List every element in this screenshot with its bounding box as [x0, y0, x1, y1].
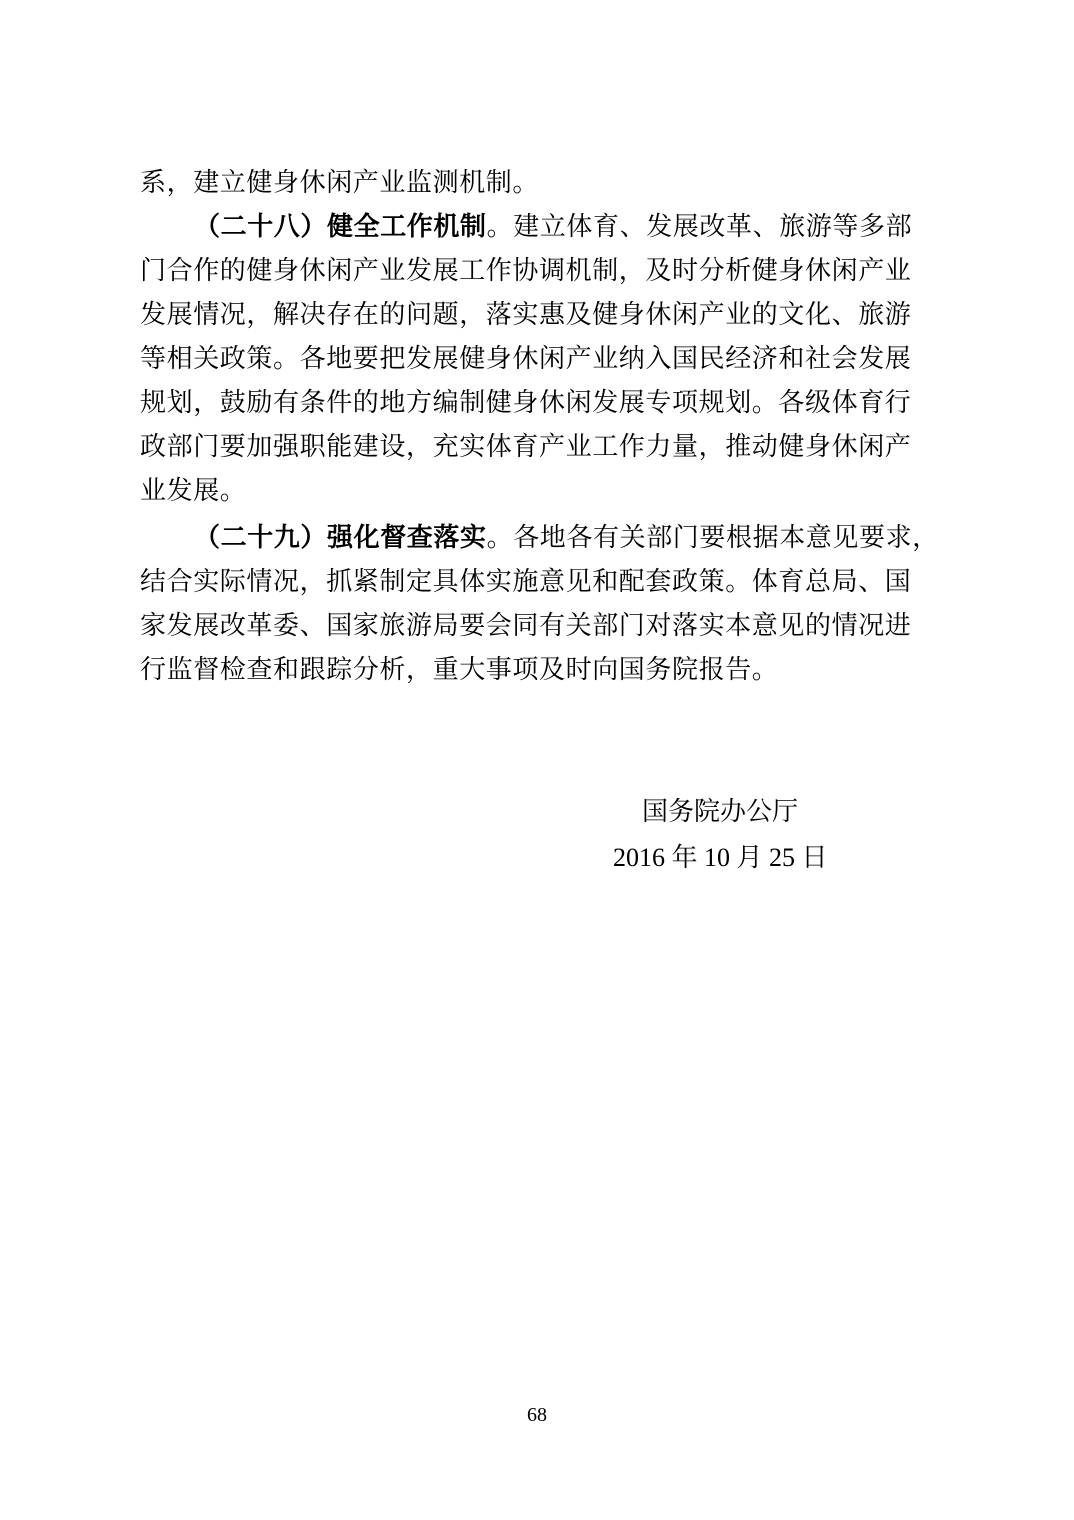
issue-date: 2016 年 10 月 25 日	[613, 843, 828, 872]
line-text: 系，建立健身休闲产业监测机制。	[140, 168, 540, 198]
body-line	[140, 471, 940, 511]
section-heading-28: （二十八）健全工作机制	[194, 212, 487, 242]
body-line	[140, 650, 940, 690]
body-line	[140, 295, 940, 335]
line-text: 。建立体育、发展改革、旅游等多部	[486, 212, 913, 242]
body-line	[140, 251, 940, 291]
line-text: 等相关政策。各地要把发展健身休闲产业纳入国民经济和社会发展	[140, 344, 912, 374]
line-text: 规划，鼓励有条件的地方编制健身休闲发展专项规划。各级体育行	[140, 388, 912, 418]
body-line	[140, 383, 940, 423]
line-text: 。各地各有关部门要根据本意见要求，	[486, 523, 939, 553]
line-text: 发展情况，解决存在的问题，落实惠及健身休闲产业的文化、旅游	[140, 300, 912, 330]
body-line	[140, 427, 940, 467]
page-number: 68	[527, 1404, 547, 1426]
line-text: 行监督检查和跟踪分析，重大事项及时向国务院报告。	[140, 655, 779, 685]
body-line	[140, 163, 940, 203]
body-line	[140, 339, 940, 379]
line-text: 家发展改革委、国家旅游局要会同有关部门对落实本意见的情况进	[140, 611, 912, 641]
body-line	[140, 562, 940, 602]
line-text: 结合实际情况，抓紧制定具体实施意见和配套政策。体育总局、国	[140, 567, 912, 597]
section-heading-line	[194, 207, 940, 247]
line-text: 门合作的健身休闲产业发展工作协调机制，及时分析健身休闲产业	[140, 256, 912, 286]
line-text: 业发展。	[140, 476, 247, 506]
issuer-signature: 国务院办公厅	[642, 797, 799, 827]
body-line	[140, 606, 940, 646]
line-text: 政部门要加强职能建设，充实体育产业工作力量，推动健身休闲产	[140, 432, 912, 462]
section-heading-29: （二十九）强化督查落实	[194, 523, 487, 553]
section-heading-line	[194, 518, 940, 558]
